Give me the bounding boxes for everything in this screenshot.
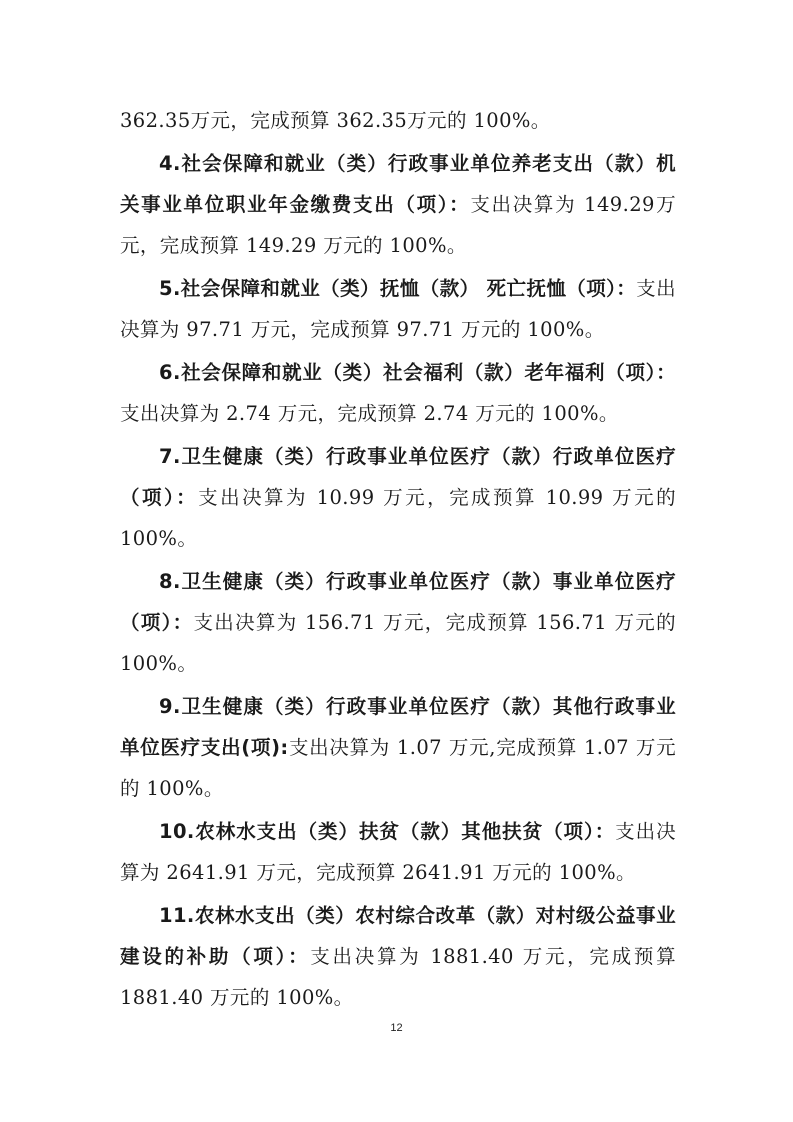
- paragraph-heading: 7.卫生健康（类）行政事业单位医疗（款）行政单位医疗（项）：: [120, 445, 676, 509]
- paragraph-body: 支出决算为 10.99 万元，完成预算 10.99 万元的 100%。: [120, 486, 676, 550]
- paragraph-heading: 10.农林水支出（类）扶贫（款）其他扶贫（项）：: [159, 820, 616, 843]
- page-number: 12: [390, 1022, 403, 1034]
- paragraph-body: 支出决算为 97.71 万元，完成预算 97.71 万元的 100%。: [120, 277, 676, 341]
- paragraph-heading: 9.卫生健康（类）行政事业单位医疗（款）其他行政事业单位医疗支出(项):: [120, 695, 676, 759]
- paragraph-body: 362.35万元，完成预算 362.35万元的 100%。: [120, 109, 551, 132]
- paragraph-6: [120, 352, 676, 434]
- document-body: [120, 100, 676, 1020]
- paragraph-heading: 5.社会保障和就业（类）抚恤（款） 死亡抚恤（项）：: [159, 277, 637, 300]
- paragraph-heading: 8.卫生健康（类）行政事业单位医疗（款）事业单位医疗（项）：: [120, 570, 676, 634]
- paragraph-body: 支出决算为 156.71 万元，完成预算 156.71 万元的 100%。: [120, 611, 676, 675]
- paragraph-body: 支出决算为 2641.91 万元，完成预算 2641.91 万元的 100%。: [120, 820, 676, 884]
- paragraph-heading: 11.农林水支出（类）农村综合改革（款）对村级公益事业建设的补助（项）：: [120, 904, 676, 968]
- paragraph-body: 支出决算为 1.07 万元,完成预算 1.07 万元的 100%。: [120, 736, 677, 800]
- paragraph-11: [120, 895, 676, 1018]
- paragraph-9: [120, 686, 676, 809]
- paragraph-heading: 4.社会保障和就业（类）行政事业单位养老支出（款）机关事业单位职业年金缴费支出（项）：: [120, 152, 676, 216]
- paragraph-4: [120, 143, 676, 266]
- paragraph-7: [120, 436, 676, 559]
- paragraph-body: 支出决算为 149.29万元，完成预算 149.29 万元的 100%。: [120, 193, 676, 257]
- paragraph-5: [120, 268, 676, 350]
- paragraph-3-continuation: [120, 100, 676, 141]
- paragraph-body: 支出决算为 2.74 万元，完成预算 2.74 万元的 100%。: [120, 402, 619, 425]
- paragraph-10: [120, 811, 676, 893]
- paragraph-body: 支出决算为 1881.40 万元，完成预算 1881.40 万元的 100%。: [120, 945, 676, 1009]
- paragraph-heading: 6.社会保障和就业（类）社会福利（款）老年福利（项）：: [159, 361, 676, 384]
- paragraph-8: [120, 561, 676, 684]
